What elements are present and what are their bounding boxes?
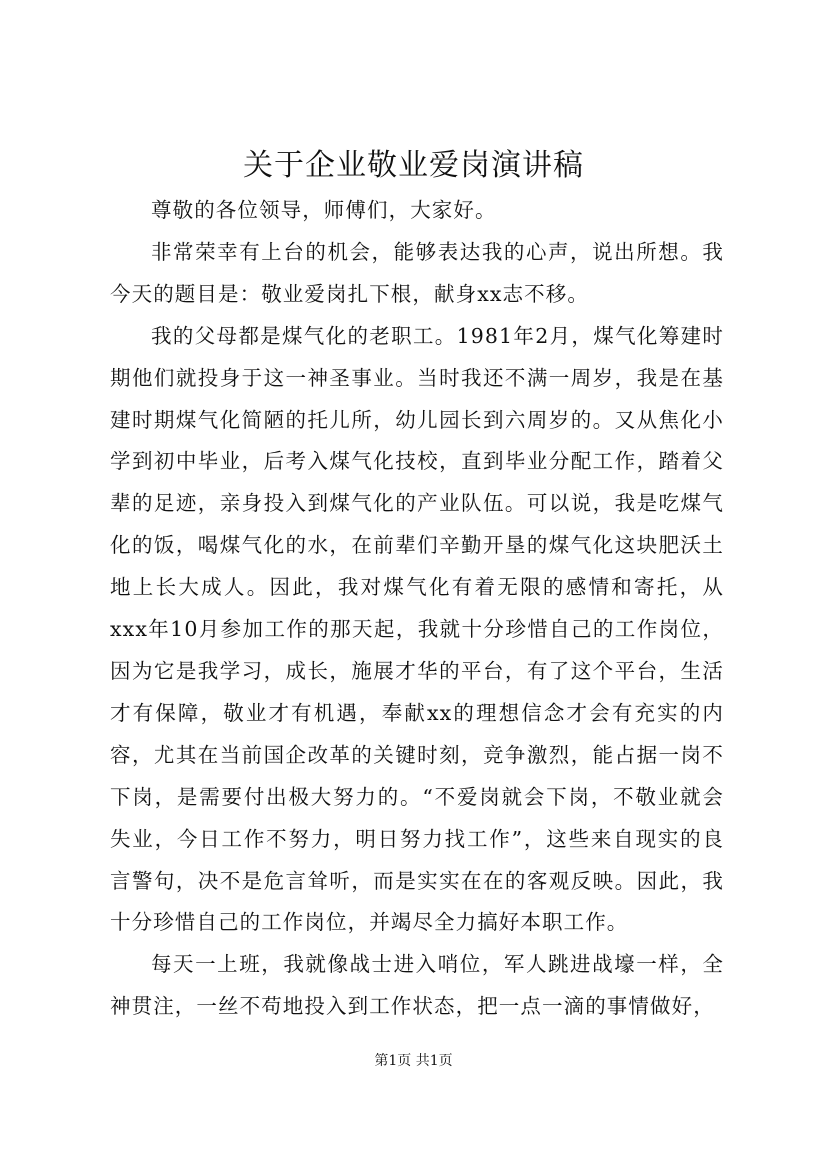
paragraph-greeting: 尊敬的各位领导，师傅们，大家好。: [151, 198, 497, 222]
page-footer: 第1页 共1页: [374, 1053, 453, 1069]
document-body: [110, 190, 724, 1028]
paragraph-intro: 非常荣幸有上台的机会，能够表达我的心声，说出所想。我今天的题目是：敬业爱岗扎下根，献身xx志不移。: [110, 239, 724, 306]
paragraph-background: 我的父母都是煤气化的老职工。1981年2月，煤气化筹建时期他们就投身于这一神圣事业。当时我还不满一周岁，我是在基建时期煤气化简陋的托儿所，幼儿园长到六周岁的。又从焦化小学到初中毕业，后考入煤气化技校，直到毕业分配工作，踏着父辈的足迹，亲身投入到煤气化的产业队伍。可以说，我是吃煤气化的饭，喝煤气化的水，在前辈们辛勤开垦的煤气化这块肥沃土地上长大成人。因此，我对煤气化有着无限的感情和寄托，从xxx年10月参加工作的那天起，我就十分珍惜自己的工作岗位，因为它是我学习，成长，施展才华的平台，有了这个平台，生活才有保障，敬业才有机遇，奉献xx的理想信念才会有充实的内容，尤其在当前国企改革的关键时刻，竞争激烈，能占据一岗不下岗，是需要付出极大努力的。“不爱岗就会下岗，不敬业就会失业，今日工作不努力，明日努力找工作”，这些来自现实的良言警句，决不是危言耸听，而是实实在在的客观反映。因此，我十分珍惜自己的工作岗位，并竭尽全力搞好本职工作。: [110, 323, 724, 935]
document-title: 关于企业敬业爱岗演讲稿: [243, 148, 584, 183]
paragraph-daily-work: 每天一上班，我就像战士进入哨位，军人跳进战壕一样，全神贯注，一丝不苟地投入到工作状态，把一点一滴的事情做好，: [110, 952, 724, 1019]
